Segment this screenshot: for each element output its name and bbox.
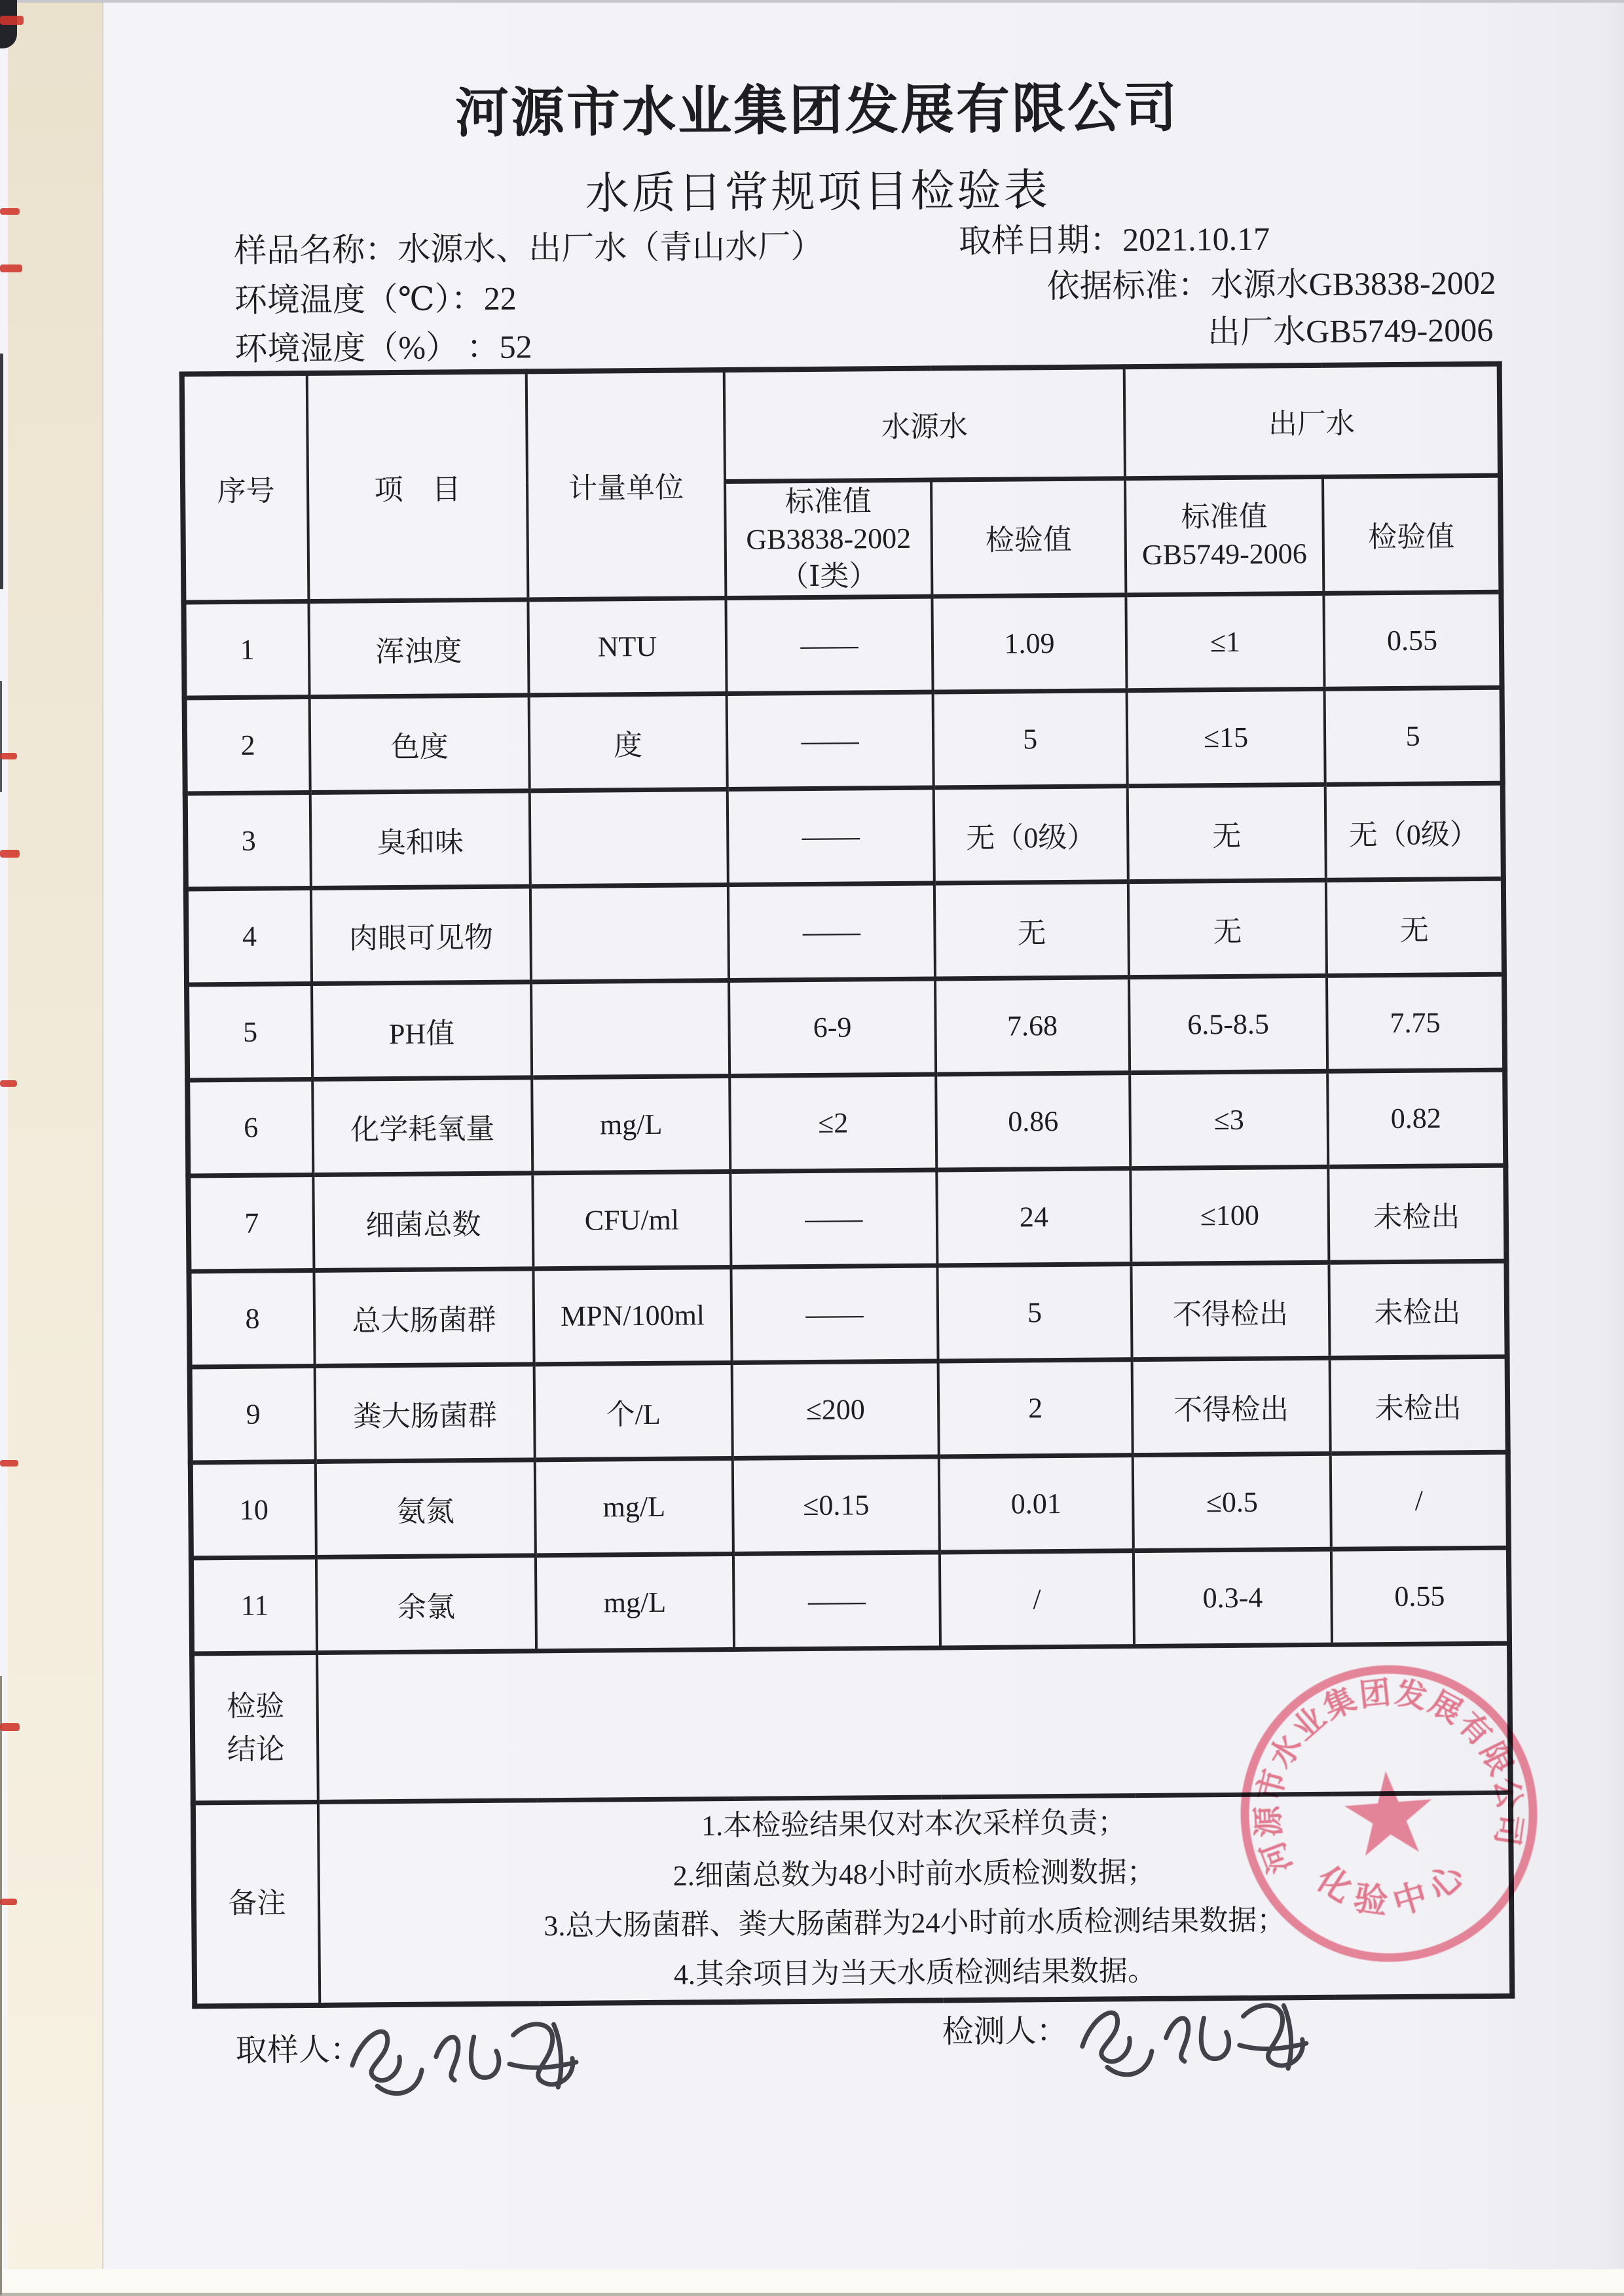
col-header-item: 项 目 bbox=[307, 371, 528, 601]
table-body bbox=[183, 592, 1509, 1654]
row-source-value: / bbox=[940, 1551, 1134, 1648]
row-source-standard: —— bbox=[726, 596, 932, 693]
row-unit bbox=[530, 885, 729, 982]
sample-date-line bbox=[959, 212, 1270, 262]
conclusion-label: 检验 结论 bbox=[192, 1653, 318, 1803]
row-source-value: 0.86 bbox=[936, 1073, 1130, 1170]
row-factory-standard: ≤0.5 bbox=[1133, 1453, 1331, 1550]
sampler-label: 取样人： bbox=[235, 2032, 362, 2068]
standard-line bbox=[1046, 257, 1496, 307]
row-item: 色度 bbox=[310, 695, 530, 793]
row-seq: 8 bbox=[189, 1271, 314, 1367]
row-source-standard: ≤2 bbox=[729, 1074, 936, 1171]
row-unit: NTU bbox=[528, 598, 726, 695]
row-factory-standard: ≤3 bbox=[1130, 1071, 1328, 1168]
row-source-standard: ≤200 bbox=[732, 1361, 939, 1458]
table-row bbox=[183, 592, 1502, 698]
row-source-value: 0.01 bbox=[939, 1455, 1134, 1552]
row-unit: mg/L bbox=[536, 1554, 734, 1651]
row-factory-standard: 无 bbox=[1128, 880, 1327, 977]
row-unit: mg/L bbox=[532, 1076, 730, 1173]
table-row bbox=[185, 783, 1504, 889]
table-row bbox=[185, 687, 1503, 793]
group-header-factory-water: 出厂水 bbox=[1124, 364, 1500, 478]
row-source-standard: —— bbox=[731, 1266, 938, 1362]
table-row bbox=[187, 1070, 1505, 1176]
table-row bbox=[191, 1548, 1509, 1654]
row-factory-value: 7.75 bbox=[1327, 974, 1505, 1071]
row-seq: 1 bbox=[183, 602, 309, 698]
row-source-standard: 6-9 bbox=[729, 979, 936, 1076]
env-temp-value: 22 bbox=[483, 280, 517, 317]
row-factory-value: / bbox=[1331, 1452, 1509, 1549]
row-unit: mg/L bbox=[535, 1459, 733, 1556]
row-unit: MPN/100ml bbox=[533, 1267, 731, 1364]
svg-text:化验中心 bbox=[1307, 1848, 1482, 1929]
row-factory-value: 0.55 bbox=[1331, 1548, 1509, 1645]
table-row bbox=[189, 1261, 1507, 1367]
col-header-source-standard: 标准值 GB3838-2002 （Ⅰ类） bbox=[725, 480, 932, 598]
col-header-unit: 计量单位 bbox=[526, 370, 726, 600]
form-title: 水质日常规项目检验表 bbox=[585, 166, 1050, 219]
row-seq: 10 bbox=[191, 1462, 316, 1558]
standard-factory-line bbox=[1208, 304, 1494, 353]
row-source-value: 24 bbox=[936, 1169, 1131, 1266]
env-temp-label: 环境温度（℃）： bbox=[234, 280, 484, 319]
row-source-standard: —— bbox=[733, 1552, 940, 1649]
company-seal bbox=[1224, 1649, 1555, 1979]
row-item: PH值 bbox=[312, 982, 532, 1080]
row-unit: CFU/ml bbox=[532, 1172, 731, 1269]
row-item: 浑浊度 bbox=[308, 600, 528, 697]
group-header-source-water: 水源水 bbox=[724, 367, 1125, 481]
table-row bbox=[190, 1357, 1508, 1463]
row-factory-standard: 不得检出 bbox=[1132, 1358, 1331, 1455]
env-humidity-label: 环境湿度（%） ： bbox=[234, 328, 500, 367]
row-item: 余氯 bbox=[316, 1556, 536, 1653]
sampler-signature bbox=[337, 1997, 600, 2124]
row-source-value: 5 bbox=[937, 1264, 1132, 1361]
row-source-value: 7.68 bbox=[935, 977, 1130, 1074]
row-unit: 个/L bbox=[534, 1363, 733, 1460]
row-source-standard: —— bbox=[728, 788, 934, 884]
row-factory-standard: 无 bbox=[1128, 784, 1326, 881]
row-factory-value: 5 bbox=[1325, 687, 1503, 784]
row-factory-standard: 6.5-8.5 bbox=[1129, 975, 1327, 1072]
row-factory-standard: ≤100 bbox=[1130, 1167, 1329, 1264]
seal-ring-text: 河源市水业集团发展有限公司 bbox=[1250, 1675, 1528, 1878]
row-factory-standard: ≤15 bbox=[1127, 689, 1325, 786]
row-factory-value: 无 bbox=[1326, 879, 1504, 975]
seal-center-text: 化验中心 bbox=[1310, 1850, 1479, 1923]
row-seq: 6 bbox=[187, 1080, 313, 1176]
row-source-value: 1.09 bbox=[932, 595, 1126, 692]
row-factory-value: 未检出 bbox=[1329, 1261, 1507, 1358]
sample-date-value: 2021.10.17 bbox=[1122, 220, 1270, 259]
table-row bbox=[186, 879, 1504, 985]
row-source-value: 2 bbox=[938, 1360, 1133, 1457]
row-seq: 11 bbox=[191, 1558, 317, 1654]
row-source-standard: —— bbox=[730, 1170, 937, 1267]
standard-label: 依据标准： bbox=[1046, 266, 1211, 305]
row-factory-value: 未检出 bbox=[1330, 1357, 1508, 1453]
note-line: 3.总大肠菌群、粪大肠菌群为24小时前水质检测结果数据； bbox=[544, 1904, 1286, 1942]
row-seq: 5 bbox=[187, 984, 312, 1080]
row-seq: 4 bbox=[186, 888, 312, 985]
row-source-standard: —— bbox=[728, 883, 935, 980]
seal-star bbox=[1342, 1768, 1436, 1857]
row-item: 化学耗氧量 bbox=[312, 1078, 532, 1175]
col-header-factory-check: 检验值 bbox=[1323, 475, 1501, 594]
row-unit bbox=[531, 981, 729, 1078]
row-factory-value: 0.82 bbox=[1327, 1070, 1505, 1167]
sample-name-label: 样品名称： bbox=[234, 230, 398, 269]
notes-label: 备注 bbox=[193, 1802, 320, 2007]
note-line: 4.其余项目为当天水质检测结果数据。 bbox=[673, 1954, 1157, 1991]
row-factory-value: 无（0级） bbox=[1325, 783, 1504, 880]
row-factory-value: 未检出 bbox=[1328, 1165, 1506, 1262]
row-item: 总大肠菌群 bbox=[314, 1269, 534, 1366]
row-source-value: 无（0级） bbox=[934, 786, 1128, 883]
row-unit: 度 bbox=[529, 694, 728, 791]
row-item: 肉眼可见物 bbox=[311, 886, 531, 984]
table-row bbox=[191, 1452, 1509, 1558]
standard-source-water: 水源水GB3838-2002 bbox=[1210, 264, 1496, 304]
row-seq: 3 bbox=[185, 793, 311, 889]
col-header-seq: 序号 bbox=[182, 373, 309, 602]
col-header-factory-standard: 标准值 GB5749-2006 bbox=[1125, 477, 1323, 595]
row-seq: 7 bbox=[188, 1175, 314, 1271]
row-seq: 9 bbox=[190, 1366, 316, 1463]
tester-label: 检测人： bbox=[942, 2013, 1068, 2050]
row-item: 臭和味 bbox=[310, 791, 530, 888]
standard-factory-water: 出厂水GB5749-2006 bbox=[1207, 311, 1494, 351]
row-item: 细菌总数 bbox=[313, 1173, 533, 1271]
sample-name-line bbox=[234, 220, 824, 272]
row-source-value: 5 bbox=[933, 691, 1128, 788]
row-source-value: 无 bbox=[934, 882, 1129, 979]
row-item: 氨氮 bbox=[316, 1460, 536, 1558]
row-factory-value: 0.55 bbox=[1323, 592, 1502, 689]
company-title: 河源市水业集团发展有限公司 bbox=[454, 78, 1179, 144]
note-line: 1.本检验结果仅对本次采样负责； bbox=[701, 1806, 1127, 1842]
env-humidity-value: 52 bbox=[499, 328, 532, 365]
env-temp-line bbox=[234, 272, 517, 321]
table-row bbox=[188, 1165, 1506, 1271]
row-seq: 2 bbox=[185, 697, 310, 793]
sample-date-label: 取样日期： bbox=[958, 221, 1123, 260]
env-humidity-line bbox=[234, 320, 532, 370]
sample-name-value: 水源水、出厂水（青山水厂） bbox=[397, 227, 824, 268]
row-factory-standard: ≤1 bbox=[1126, 593, 1324, 690]
row-factory-standard: 不得检出 bbox=[1131, 1262, 1329, 1359]
tester-signature bbox=[1067, 1978, 1330, 2105]
row-source-standard: —— bbox=[727, 692, 934, 789]
row-item: 粪大肠菌群 bbox=[315, 1364, 535, 1462]
row-unit bbox=[530, 790, 728, 886]
row-factory-standard: 0.3-4 bbox=[1134, 1549, 1332, 1646]
note-line: 2.细菌总数为48小时前水质检测数据； bbox=[673, 1855, 1156, 1892]
row-source-standard: ≤0.15 bbox=[733, 1457, 940, 1554]
col-header-source-check: 检验值 bbox=[931, 478, 1126, 596]
scan-edge-artifact bbox=[0, 1676, 2, 2295]
table-row bbox=[187, 974, 1505, 1080]
